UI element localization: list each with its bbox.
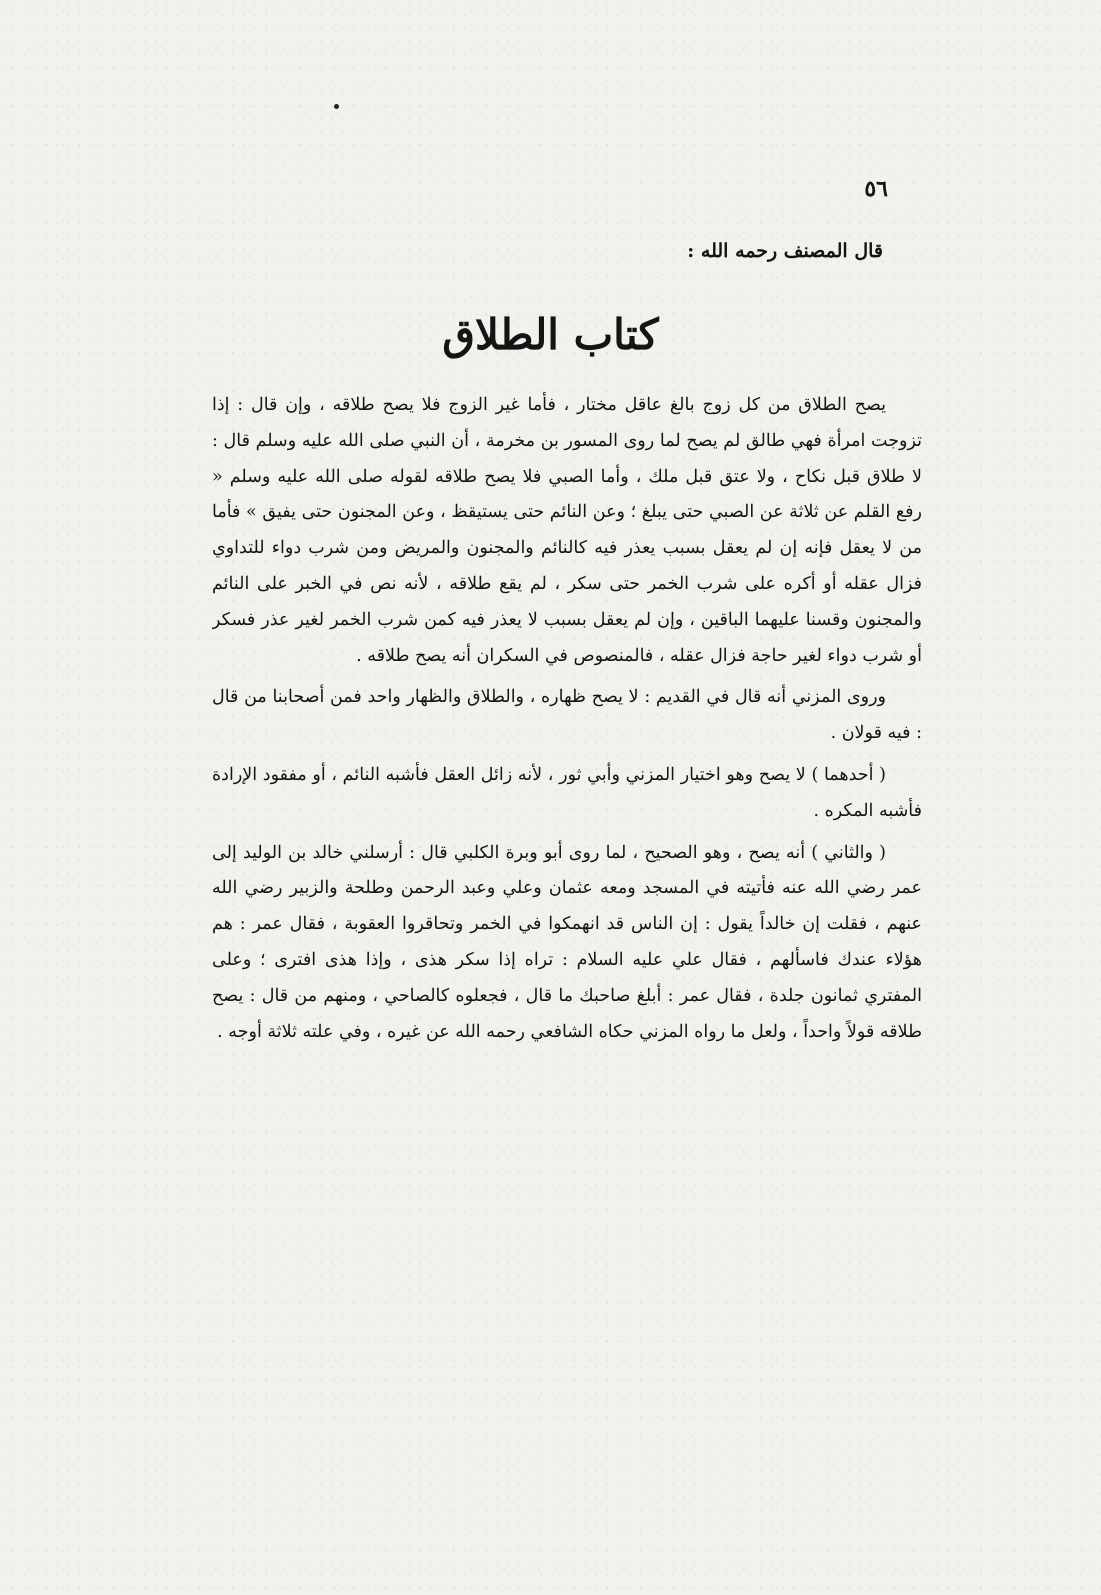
paragraph: ( أحدهما ) لا يصح وهو اختيار المزني وأبي ثور ، لأنه زائل العقل فأشبه النائم ، أو مفقود الإرادة فأشبه المكره . bbox=[212, 764, 922, 821]
paragraph: يصح الطلاق من كل زوج بالغ عاقل مختار ، فأما غير الزوج فلا يصح طلاقه ، وإن قال : إذا تزوجت امرأة فهي طالق لم يصح لما روى المسور بن مخرمة ، أن النبي صلى الله عليه وسلم قال : لا طلاق قبل نكاح ، ولا عتق قبل ملك ، وأما الصبي فلا يصح طلاقه لقوله صلى الله عليه وسلم « رفع القلم عن ثلاثة عن الصبي حتى يبلغ ؛ وعن النائم حتى يستيقظ ، وعن المجنون حتى يفيق » فأما من لا يعقل فإنه إن لم يعقل بسبب يعذر فيه كالنائم والمجنون والمريض ومن شرب دواء للتداوي فزال عقله أو أكره على شرب الخمر حتى سكر ، لم يقع طلاقه ، لأنه نص في الخبر على النائم والمجنون وقسنا عليهما الباقين ، وإن لم يعقل بسبب لا يعذر فيه كمن شرب الخمر لغير عذر فسكر أو شرب دواء لغير حاجة فزال عقله ، فالمنصوص في السكران أنه يصح طلاقه . bbox=[212, 395, 922, 666]
paragraph: ( والثاني ) أنه يصح ، وهو الصحيح ، لما روى أبو وبرة الكلبي قال : أرسلني خالد بن الوليد إلى عمر رضي الله عنه فأتيته في المسجد ومعه عثمان وعلي وعبد الرحمن وطلحة والزبير رضي الله عنهم ، فقلت إن خالداً يقول : إن الناس قد انهمكوا في الخمر وتحاقروا العقوبة ، فقال عمر : هم هؤلاء عندك فاسألهم ، فقال علي عليه السلام : تراه إذا سكر هذى ، وإذا هذى افترى ؛ وعلى المفتري ثمانون جلدة ، فقال عمر : أبلغ صاحبك ما قال ، فجعلوه كالصاحي ، ومنهم من قال : يصح طلاقه قولاً واحداً ، ولعل ما رواه المزني حكاه الشافعي رحمه الله عن غيره ، وفي علته ثلاثة أوجه . bbox=[212, 842, 922, 1042]
page-number: ٥٦ bbox=[864, 176, 888, 202]
body-text bbox=[212, 388, 922, 1388]
chapter-title: كتاب الطلاق bbox=[442, 310, 659, 359]
ink-speck bbox=[334, 104, 339, 109]
author-line: قال المصنف رحمه الله : bbox=[687, 240, 883, 262]
paragraph: وروى المزني أنه قال في القديم : لا يصح ظهاره ، والطلاق والظهار واحد فمن أصحابنا من قال : فيه قولان . bbox=[212, 687, 922, 744]
